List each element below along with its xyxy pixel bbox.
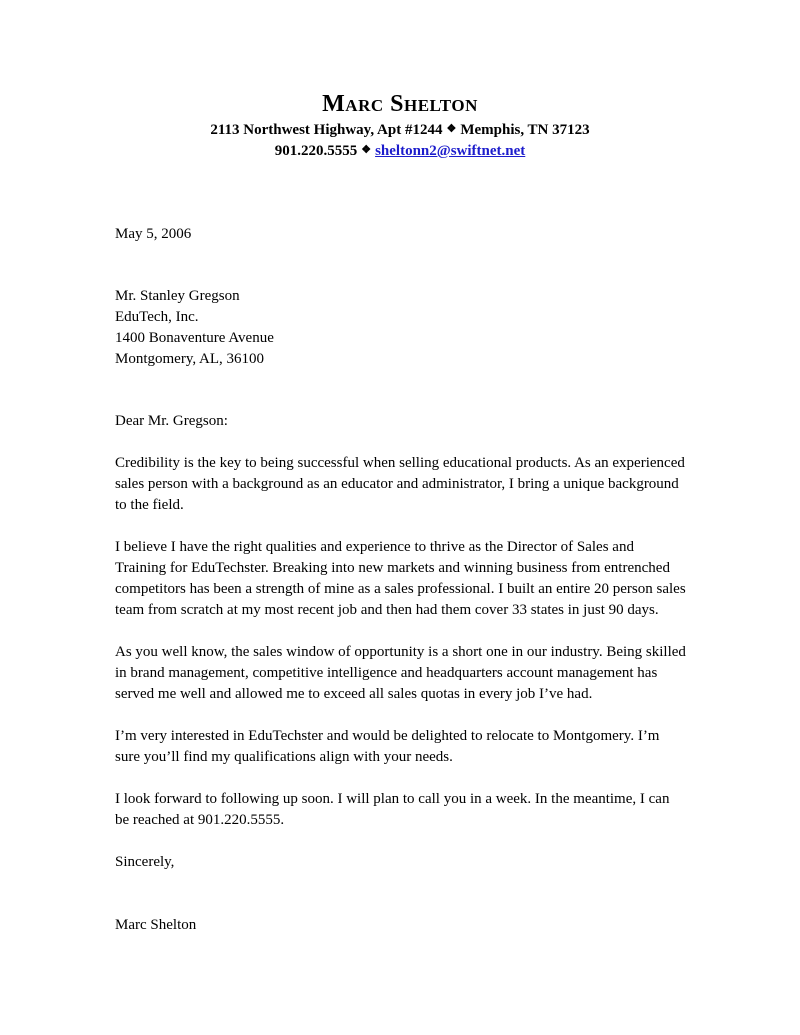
body-paragraph: Credibility is the key to being successful when selling educational products. As an experienced sales person with a background as an educator and administrator, I bring a unique background to the field.	[115, 454, 685, 513]
recipient-company: EduTech, Inc.	[115, 308, 199, 325]
diamond-separator-icon: ❖	[446, 123, 457, 136]
recipient-street: 1400 Bonaventure Avenue	[115, 329, 274, 346]
recipient-city-state-zip: Montgomery, AL, 36100	[115, 350, 265, 367]
letter-body	[115, 162, 687, 936]
sender-name: Marc Shelton	[322, 91, 478, 117]
letterhead	[0, 0, 800, 162]
letter-date: May 5, 2006	[115, 225, 192, 242]
sender-city-state-zip: Memphis, TN 37123	[460, 122, 590, 139]
sender-address-line	[0, 117, 800, 141]
recipient-name: Mr. Stanley Gregson	[115, 287, 240, 304]
body-paragraph: As you well know, the sales window of opportunity is a short one in our industry. Being skilled in brand management, competitive intelligence and headquarters account management has served me well and allowed me to exceed all sales quotas in every job I’ve had.	[115, 643, 686, 702]
closing: Sincerely,	[115, 853, 175, 870]
sender-contact-line	[0, 141, 800, 162]
body-paragraph: I believe I have the right qualities and experience to thrive as the Director of Sales and Training for EduTechster. Breaking into new markets and winning business from entrenched competitors has been a strength of mine as a sales professional. I built an entire 20 person sales team from scratch at my most recent job and then had them cover 33 states in just 90 days.	[115, 538, 686, 618]
body-paragraph: I’m very interested in EduTechster and would be delighted to relocate to Montgomery. I’m sure you’ll find my qualifications align with your needs.	[115, 727, 660, 765]
body-paragraph: I look forward to following up soon. I will plan to call you in a week. In the meantime, I can be reached at 901.220.5555.	[115, 790, 670, 828]
salutation: Dear Mr. Gregson:	[115, 412, 228, 429]
sender-phone: 901.220.5555	[274, 142, 358, 159]
diamond-separator-icon: ❖	[361, 143, 372, 156]
signature-name: Marc Shelton	[115, 916, 197, 933]
sender-email-link[interactable]: sheltonn2@swiftnet.net	[375, 142, 526, 159]
sender-street: 2113 Northwest Highway, Apt #1244	[210, 122, 443, 139]
recipient-address-block	[115, 245, 687, 370]
